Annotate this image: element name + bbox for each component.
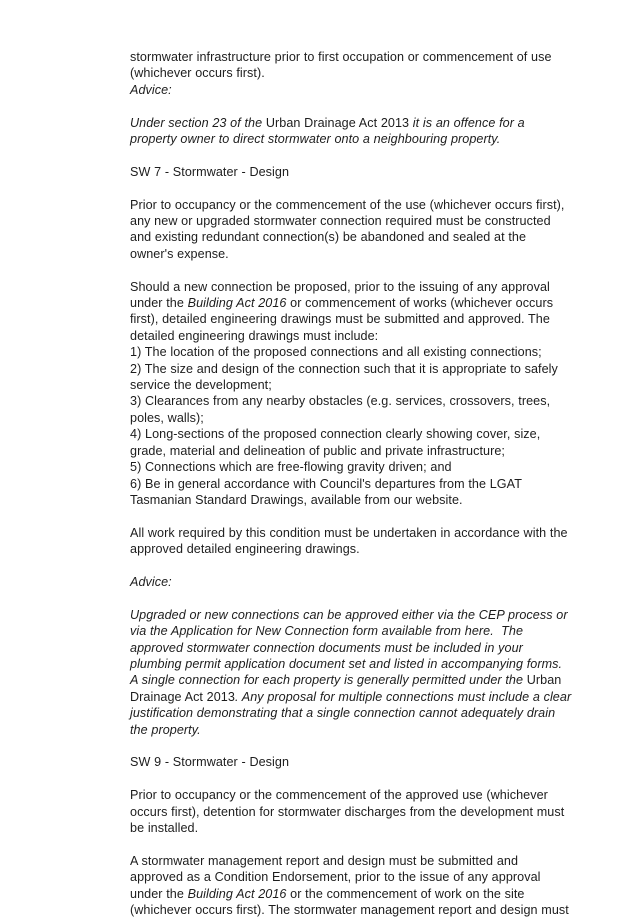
act-reference-urban-drainage-act-2013: Urban Drainage Act 2013 <box>265 115 410 130</box>
spacer <box>130 262 572 278</box>
sw9-paragraph-2 <box>130 853 572 918</box>
sw9-para2-part1: A stormwater management report and design must be submitted and approved as a Condition Endorsement, prior to the issue of any approval under the <box>130 853 545 901</box>
spacer <box>130 180 572 196</box>
sw9-paragraph-1: Prior to occupancy or the commencement of the approved use (whichever occurs first), detention for stormwater discharges from the development must be installed. <box>130 788 568 835</box>
advice-1-tail: it is an offence for a property owner to direct stormwater onto a neighbouring property. <box>130 115 529 147</box>
sw7-list-item: 2) The size and design of the connection such that it is appropriate to safely service the development; <box>130 361 562 393</box>
act-reference-building-act-2016: Building Act 2016 <box>187 296 287 311</box>
advice-label-1: Advice: <box>130 82 172 97</box>
paragraph-continued-stormwater-infrastructure <box>130 49 572 82</box>
advice-1-lead: Under section 23 of the <box>130 115 266 130</box>
advice-label-2: Advice: <box>130 574 172 589</box>
spacer <box>130 738 572 754</box>
spacer <box>130 771 572 787</box>
spacer <box>130 147 572 163</box>
sw9-para2-part2: or the commencement of work on the site (whichever occurs first). The stormwater management report and design must <box>130 886 569 917</box>
sw7-list-item: 6) Be in general accordance with Council's departures from the LGAT Tasmanian Standard Drawings, available from our website. <box>130 476 526 507</box>
sw7-list-item: 3) Clearances from any nearby obstacles (e.g. services, crossovers, trees, poles, walls); <box>130 394 554 425</box>
spacer <box>130 508 572 524</box>
document-text-column <box>130 49 575 918</box>
advice-2-part1: Upgraded or new connections can be approved either via the CEP process or via the Application for New Connection form available from here. The approved stormwater connection documents must be included in your plumbing permit application document set and listed in accompanying forms. A single connection for each property is generally permitted under the <box>130 607 572 688</box>
spacer <box>130 590 572 606</box>
sw7-list-item: 5) Connections which are free-flowing gravity driven; and <box>130 460 452 475</box>
sw7-list-item: 4) Long-sections of the proposed connection clearly showing cover, size, grade, material and delineation of public and private infrastructure; <box>130 427 545 458</box>
advice-2-part2: . Any proposal for multiple connections must include a clear justification demonstrating that a single connection cannot adequately drain the property. <box>130 689 575 737</box>
sw7-list-item: 1) The location of the proposed connections and all existing connections; <box>130 345 542 360</box>
act-reference-urban-drainage-act-2013: Urban Drainage Act 2013 <box>130 673 566 704</box>
sw7-paragraph-3: All work required by this condition must be undertaken in accordance with the approved detailed engineering drawings. <box>130 525 572 557</box>
sw7-paragraph-2 <box>130 279 572 345</box>
advice-paragraph-2 <box>130 607 575 738</box>
sw7-paragraph-1: Prior to occupancy or the commencement of the use (whichever occurs first), any new or upgraded stormwater connection required must be constructed and existing redundant connection(s) be abandoned and sealed at the owner's expense. <box>130 197 569 261</box>
continued-line-2: (whichever occurs first). <box>130 66 265 81</box>
sw7-para2-part2: or commencement of works (whichever occurs first), detailed engineering drawings must be submitted and approved. The detailed engineering drawings must include: <box>130 296 557 343</box>
heading-sw9: SW 9 - Stormwater - Design <box>130 755 290 770</box>
advice-paragraph-1 <box>130 115 572 148</box>
spacer <box>130 836 572 852</box>
sw7-para2-part1: Should a new connection be proposed, prior to the issuing of any approval under the <box>130 279 554 311</box>
heading-sw7: SW 7 - Stormwater - Design <box>130 164 290 179</box>
spacer <box>130 98 572 114</box>
act-reference-building-act-2016: Building Act 2016 <box>187 886 287 901</box>
spacer <box>130 558 572 574</box>
continued-line-1: stormwater infrastructure prior to first occupation or commencement of use <box>130 50 552 64</box>
